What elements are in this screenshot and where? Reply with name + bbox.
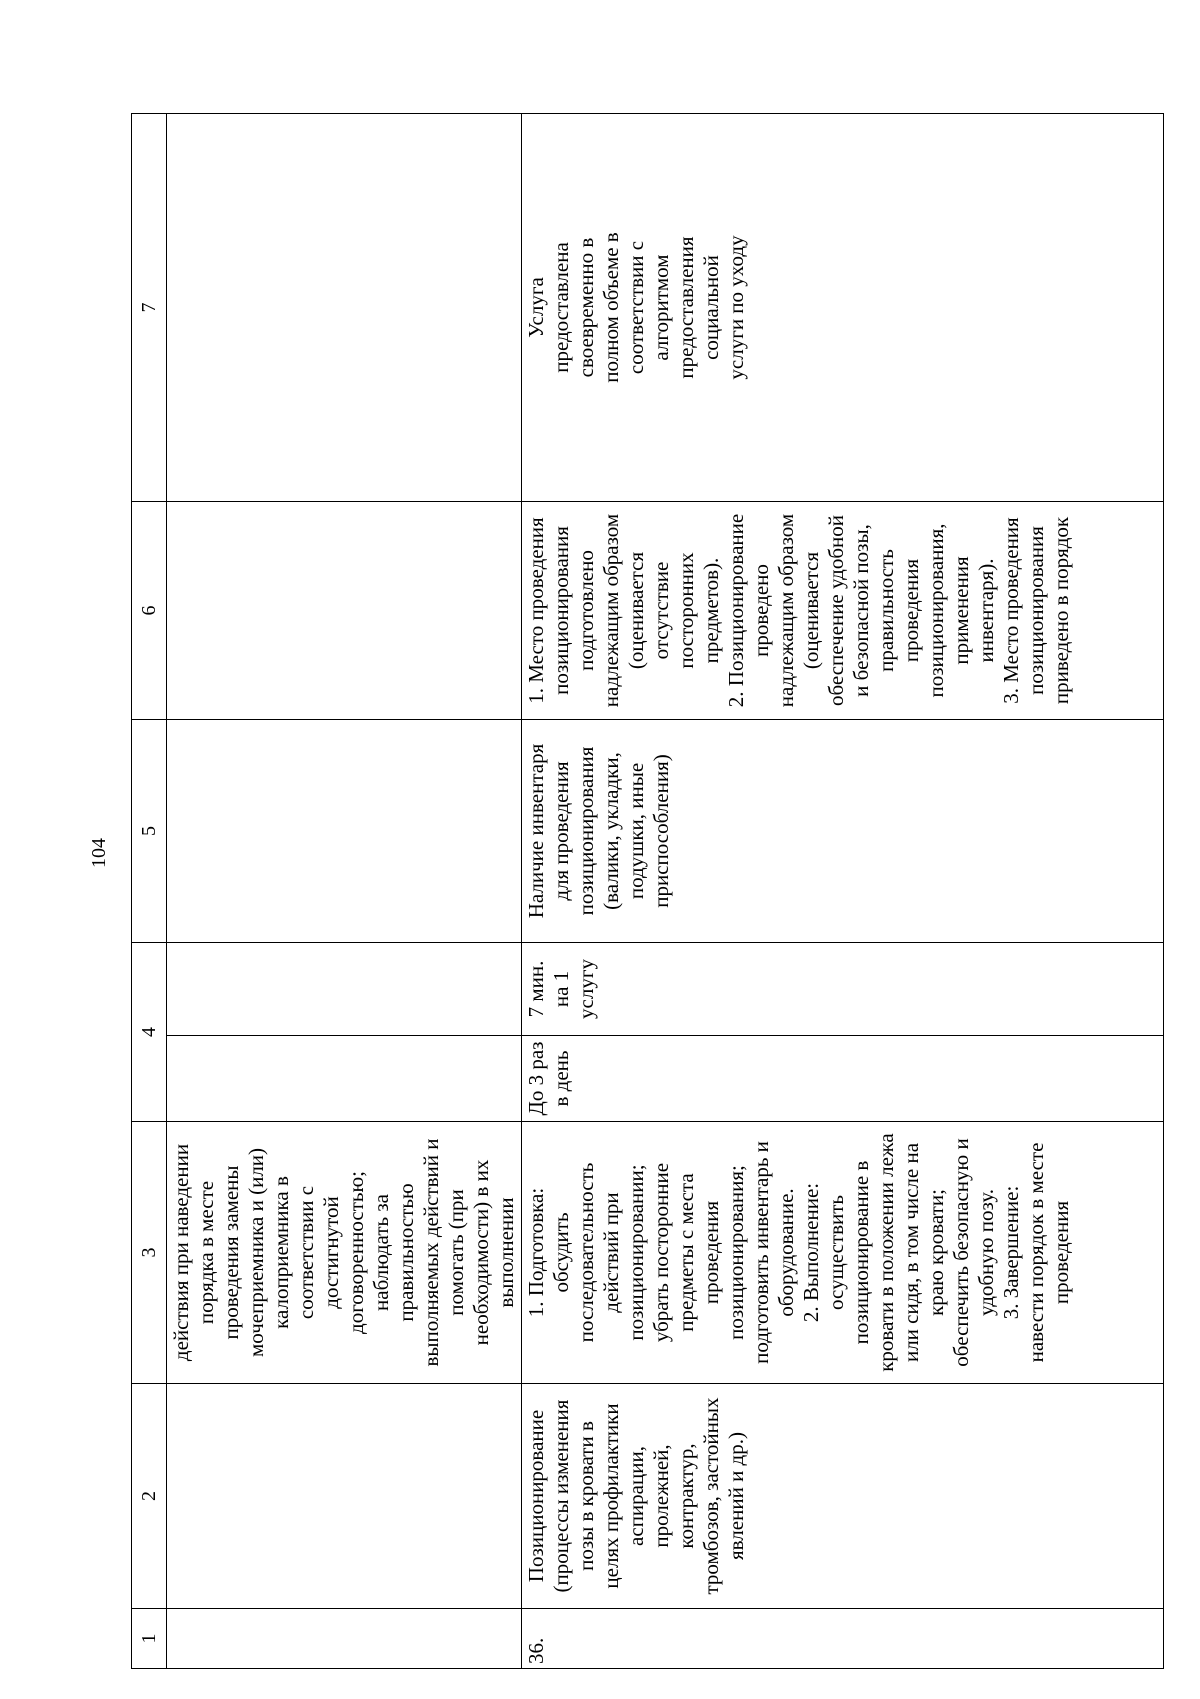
cell-36-evaluation: Услуга предоставлена своевременно в полном объеме в соответствии с алгоритмом предоставления социальной услуги по уходу (522, 114, 1164, 502)
cell-36-quality-criteria: 1. Место проведения позиционирования подготовлено надлежащим образом (оценивается отсутствие посторонних предметов). 2. Позиционирование проведено надлежащим образом (оценивается обеспечение удобной и безопасной позы, правильность проведения позиционирования, применения инвентаря). 3. Место проведения позиционирования приведено в порядок (522, 502, 1164, 720)
cell-36-service-name: Позиционирование (процессы изменения позы в кровати в целях профилактики аспирации, пролежней, контрактур, тромбозов, застойных явлений и др.) (522, 1384, 1164, 1609)
cell-36-number: 36. (522, 1609, 1164, 1669)
cell-continued-c3: действия при наведении порядка в месте проведения замены мочеприемника и (или) калоприемника в соответствии с достигнутой договоренностью; наблюдать за правильностью выполняемых действий и помогать (при необходимости) в их выполнении (167, 1122, 522, 1384)
cell-continued-c1 (167, 1609, 522, 1669)
page-number: 104 (88, 838, 110, 868)
cell-continued-c5 (167, 720, 522, 943)
header-col-7: 7 (132, 114, 167, 502)
cell-continued-c4b (167, 943, 522, 1036)
table-row-36 (522, 114, 1164, 1669)
cell-continued-c4a (167, 1036, 522, 1122)
cell-36-duration: 7 мин. на 1 услугу (522, 943, 1164, 1036)
cell-36-frequency: До 3 раз в день (522, 1036, 1164, 1122)
landscape-table-wrapper (131, 114, 1164, 1669)
header-col-4: 4 (132, 943, 167, 1122)
cell-36-description: 1. Подготовка: обсудить последовательность действий при позиционировании; убрать посторонние предметы с места проведения позиционирования; подготовить инвентарь и оборудование. 2. Выполнение: осуществить позиционирование в кровати в положении лежа или сидя, в том числе на краю кровати; обеспечить безопасную и удобную позу. 3. Завершение: навести порядок в месте проведения (522, 1122, 1164, 1384)
cell-continued-c6 (167, 502, 522, 720)
header-col-6: 6 (132, 502, 167, 720)
service-standards-table (131, 113, 1164, 1669)
header-row (132, 114, 167, 1669)
header-col-3: 3 (132, 1122, 167, 1384)
header-col-1: 1 (132, 1609, 167, 1669)
cell-36-conditions: Наличие инвентаря для проведения позиционирования (валики, укладки, подушки, иные приспособления) (522, 720, 1164, 943)
header-col-5: 5 (132, 720, 167, 943)
header-col-2: 2 (132, 1384, 167, 1609)
table-row-continued (167, 114, 522, 1669)
cell-continued-c7 (167, 114, 522, 502)
cell-continued-c2 (167, 1384, 522, 1609)
